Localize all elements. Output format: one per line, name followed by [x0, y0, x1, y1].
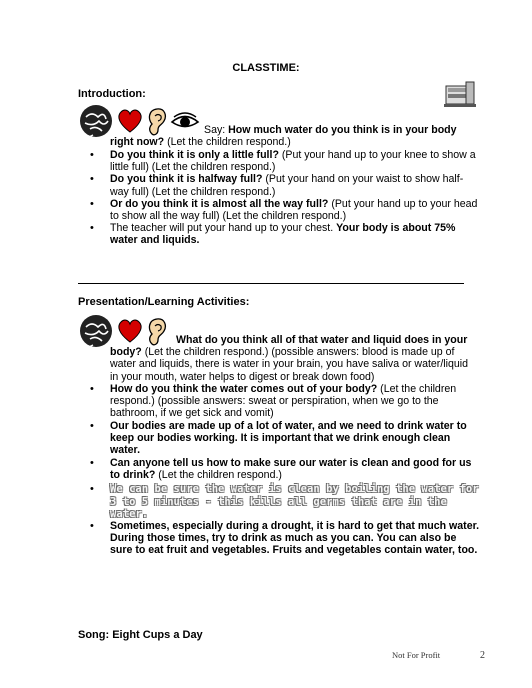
intro-question: Say: How much water do you think is in your body right now? (Let the children respond.)	[110, 124, 457, 149]
list-item: • Can anyone tell us how to make sure our water is clean and good for us to drink? (Let the children respond.)	[90, 457, 480, 481]
presentation-bullet-list-3	[90, 520, 480, 557]
introduction-heading: Introduction:	[78, 88, 146, 100]
presentation-bullet-list-2	[90, 457, 480, 520]
page-number: 2	[480, 650, 485, 661]
list-item: • Our bodies are made up of a lot of water, and we need to drink water to keep our bodies working. It is important that we drink enough clean water.	[90, 420, 480, 457]
list-item: • The teacher will put your hand up to your chest. Your body is about 75% water and liquids.	[90, 222, 480, 246]
section-divider	[78, 283, 464, 284]
list-item: • Sometimes, especially during a drought, it is hard to get that much water. During those times, try to drink as much as you can. You can also be sure to eat fruit and vegetables. Fruits and vegetables contain water, too.	[90, 520, 480, 557]
page-title: CLASSTIME:	[232, 62, 300, 74]
list-item: • Do you think it is halfway full? (Put your hand on your waist to show half-way full) (Let the children respond.)	[90, 173, 480, 197]
list-item: • We can be sure the water is clean by boiling the water for 3 to 5 minutes - this kills all germs that are in the water.	[90, 483, 480, 520]
presentation-heading: Presentation/Learning Activities:	[78, 296, 250, 308]
list-item: • How do you think the water comes out of your body? (Let the children respond.) (possible answers: sweat or perspiration, when we go to the bathroom, if we get sick and vomit)	[90, 383, 480, 420]
brain-icon	[78, 313, 114, 352]
list-item: • Do you think it is only a little full? (Put your hand up to your knee to show a little full) (Let the children respond.)	[90, 149, 480, 173]
presentation-question: What do you think all of that water and liquid does in your body? (Let the children respond.) (possible answers: blood is made up of water and liquids, there is water in your brain, you have saliva or water/liquid in your mouth, water helps to digest or break down food)	[110, 334, 469, 383]
intro-bullet-list	[90, 149, 480, 247]
list-item: • Or do you think it is almost all the way full? (Put your hand up to your head to show all the way full) (Let the children respond.)	[90, 198, 480, 222]
presentation-bullet-list	[90, 383, 480, 456]
footer-label: Not For Profit	[392, 650, 441, 660]
brain-icon	[78, 103, 114, 142]
song-heading: Song: Eight Cups a Day	[78, 629, 203, 641]
shelves-icon	[444, 80, 476, 111]
